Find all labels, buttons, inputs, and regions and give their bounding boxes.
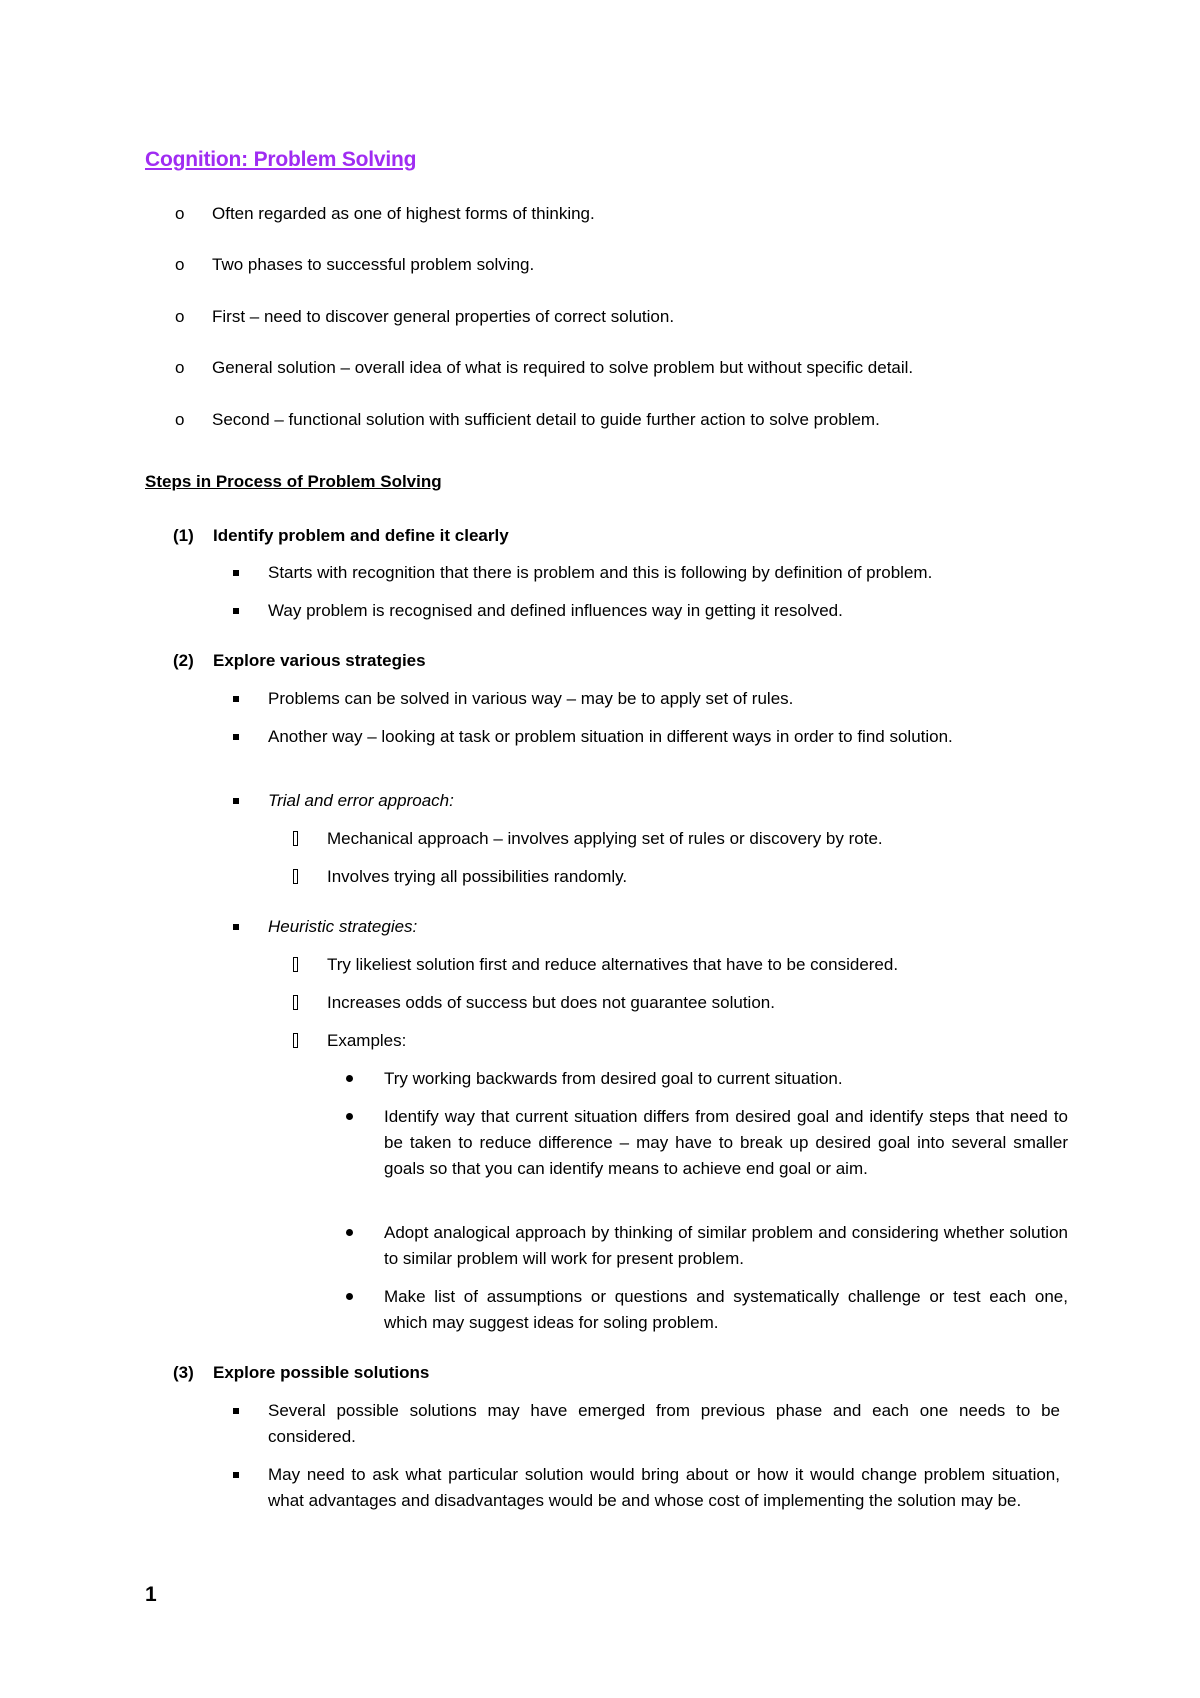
step-label: Identify problem and define it clearly	[213, 526, 509, 545]
circle-bullet-icon: o	[175, 358, 185, 377]
intro-item-text: General solution – overall idea of what is required to solve problem but without specific detail.	[212, 358, 914, 377]
list-item-text: Heuristic strategies:	[268, 917, 418, 936]
sub-list-item-text: Mechanical approach – involves applying set of rules or discovery by rote.	[327, 829, 883, 848]
round-bullet-icon	[346, 1075, 353, 1082]
sub-list-item-text: Increases odds of success but does not guarantee solution.	[327, 993, 775, 1012]
square-bullet-icon	[233, 1472, 239, 1478]
square-bullet-icon	[233, 570, 239, 576]
page-title: Cognition: Problem Solving	[145, 148, 417, 171]
square-bullet-icon	[233, 696, 239, 702]
missing-glyph-bullet-icon	[293, 995, 298, 1010]
example-item-text: Make list of assumptions or questions and systematically challenge or test each one, which may suggest ideas for soling problem.	[384, 1287, 1068, 1332]
sub-list-item-text: Try likeliest solution first and reduce alternatives that have to be considered.	[327, 955, 899, 974]
round-bullet-icon	[346, 1113, 353, 1120]
list-item-text: May need to ask what particular solution would bring about or how it would change problem situation, what advantages and disadvantages would be and whose cost of implementing the solution may be.	[268, 1465, 1060, 1510]
example-item-text: Try working backwards from desired goal to current situation.	[384, 1069, 843, 1088]
square-bullet-icon	[233, 734, 239, 740]
list-item-text: Starts with recognition that there is problem and this is following by definition of problem.	[268, 563, 933, 582]
circle-bullet-icon: o	[175, 204, 185, 223]
list-item-text: Several possible solutions may have emerged from previous phase and each one needs to be considered.	[268, 1401, 1060, 1446]
step-number: (3)	[173, 1363, 194, 1382]
sub-list-item-text: Examples:	[327, 1031, 407, 1050]
sub-list-item-text: Involves trying all possibilities randomly.	[327, 867, 628, 886]
circle-bullet-icon: o	[175, 410, 185, 429]
step-label: Explore possible solutions	[213, 1363, 430, 1382]
square-bullet-icon	[233, 798, 239, 804]
intro-item-text: Second – functional solution with sufficient detail to guide further action to solve problem.	[212, 410, 880, 429]
missing-glyph-bullet-icon	[293, 1033, 298, 1048]
list-item-text: Way problem is recognised and defined influences way in getting it resolved.	[268, 601, 843, 620]
square-bullet-icon	[233, 924, 239, 930]
circle-bullet-icon: o	[175, 255, 185, 274]
example-item-text: Adopt analogical approach by thinking of similar problem and considering whether solution to similar problem will work for present problem.	[384, 1223, 1068, 1268]
round-bullet-icon	[346, 1229, 353, 1236]
missing-glyph-bullet-icon	[293, 831, 298, 846]
circle-bullet-icon: o	[175, 307, 185, 326]
example-item-text: Identify way that current situation differs from desired goal and identify steps that need to be taken to reduce difference – may have to break up desired goal into several smaller goals so that you can identify means to achieve end goal or aim.	[384, 1107, 1068, 1178]
section-heading: Steps in Process of Problem Solving	[145, 472, 442, 491]
intro-item-text: Two phases to successful problem solving.	[212, 255, 535, 274]
page-number: 1	[145, 1583, 157, 1606]
square-bullet-icon	[233, 1408, 239, 1414]
intro-item-text: Often regarded as one of highest forms of thinking.	[212, 204, 595, 223]
intro-item-text: First – need to discover general properties of correct solution.	[212, 307, 675, 326]
list-item-text: Another way – looking at task or problem situation in different ways in order to find solution.	[268, 727, 953, 746]
missing-glyph-bullet-icon	[293, 869, 298, 884]
step-label: Explore various strategies	[213, 651, 426, 670]
square-bullet-icon	[233, 608, 239, 614]
list-item-text: Problems can be solved in various way – may be to apply set of rules.	[268, 689, 794, 708]
missing-glyph-bullet-icon	[293, 957, 298, 972]
step-number: (2)	[173, 651, 194, 670]
step-number: (1)	[173, 526, 194, 545]
list-item-text: Trial and error approach:	[268, 791, 454, 810]
round-bullet-icon	[346, 1293, 353, 1300]
